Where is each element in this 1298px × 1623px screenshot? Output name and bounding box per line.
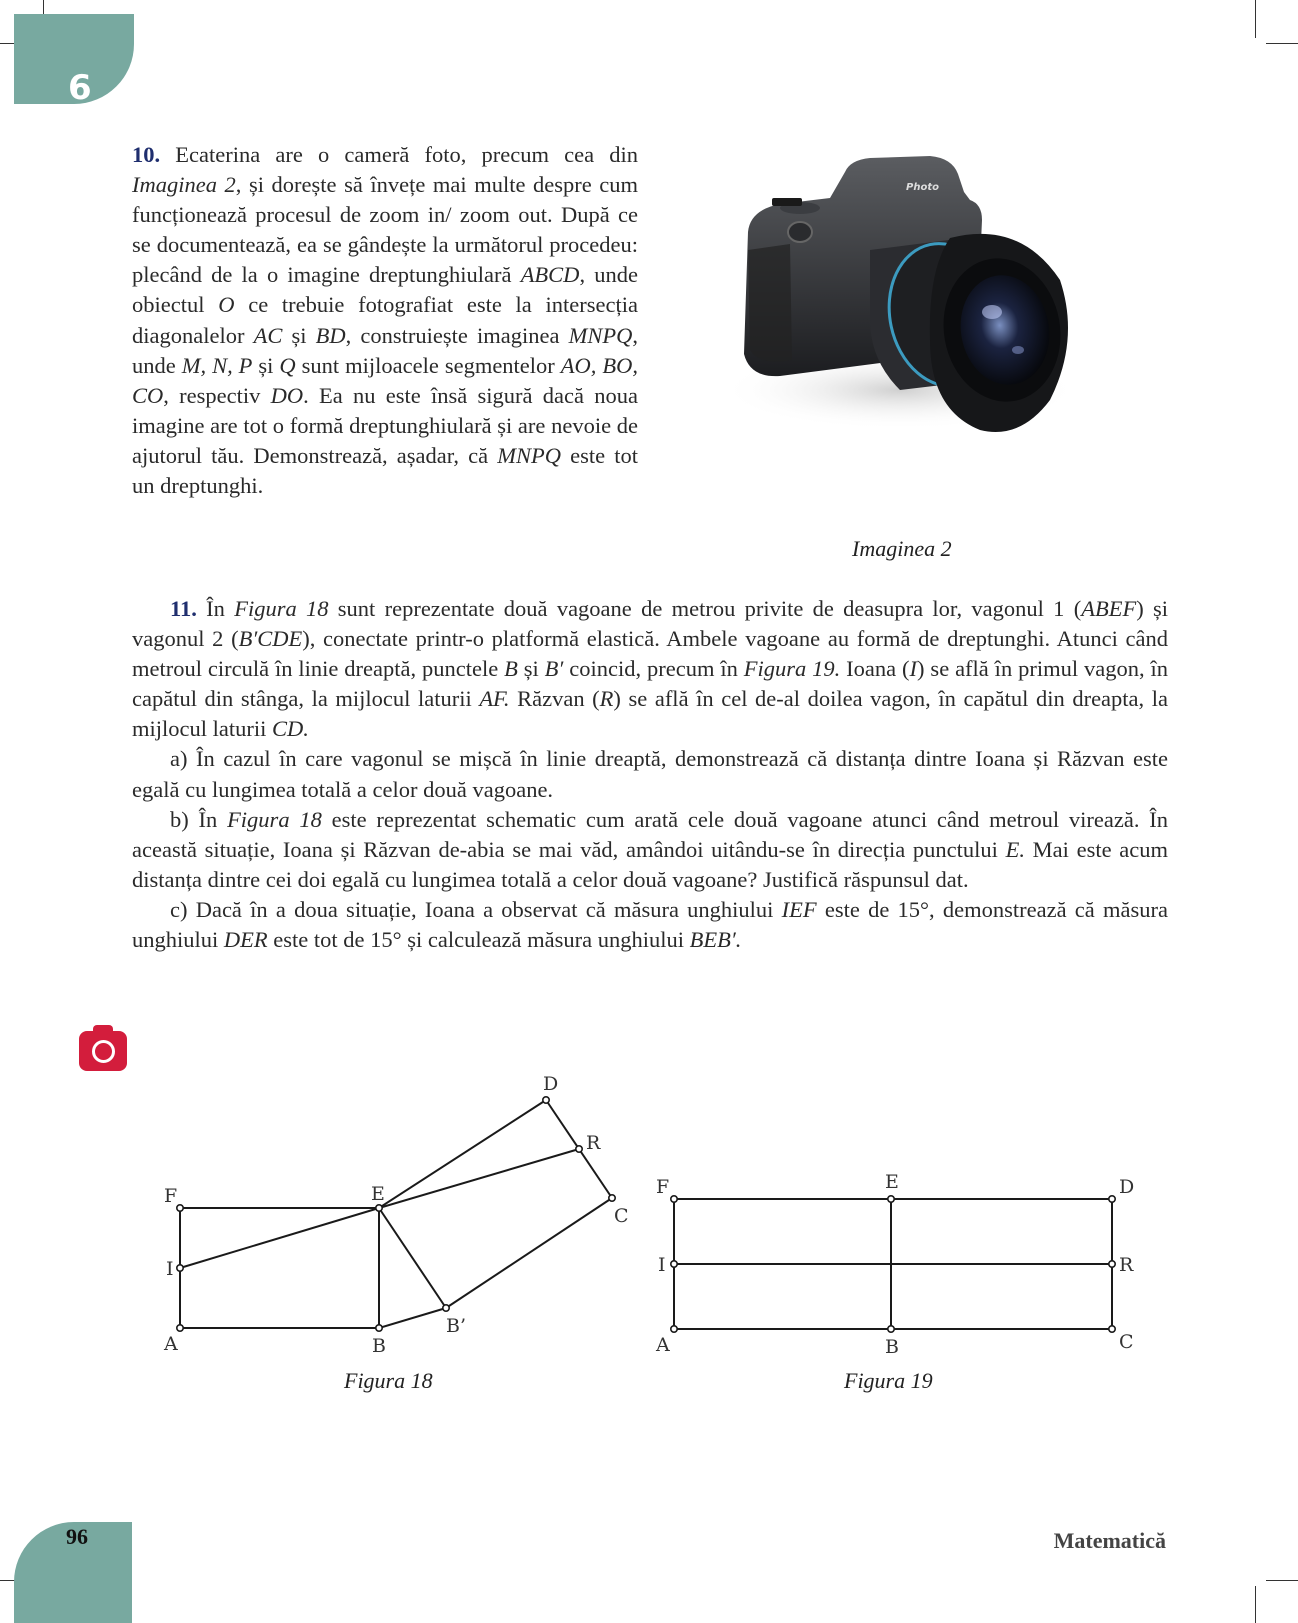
crop-mark xyxy=(1266,43,1298,44)
point-B xyxy=(376,1325,382,1331)
figure-19-caption: Figura 19 xyxy=(844,1368,933,1393)
camera-brand: Photo xyxy=(906,182,939,193)
label-E: E xyxy=(885,1171,899,1193)
camera-caption: Imaginea 2 xyxy=(852,536,952,561)
point-C xyxy=(609,1195,615,1201)
segment-IE xyxy=(180,1208,379,1268)
label-Bp: B’ xyxy=(446,1315,467,1337)
point-A xyxy=(177,1325,183,1331)
crop-mark xyxy=(1266,1580,1298,1581)
segment-CBp xyxy=(446,1198,612,1308)
problem-11-intro: 11. În Figura 18 sunt reprezentate două vagoane de metrou privite de deasupra lor, vagonul 1 (ABEF) și vagonul 2 (B′CDE), conectate printr-o platformă elastică. Ambele vagoane au formă de dreptunghi. Atunci când metroul circulă în linie dreaptă, punctele B și B′ coincid, precum în Figura 19. Ioana (I) se află în primul vagon, în capătul din stânga, la mijlocul laturii AF. Răzvan (R) se află în cel de-al doilea vagon, în capătul din dreapta, la mijlocul laturii CD. xyxy=(132,596,1168,742)
label-A: A xyxy=(164,1333,178,1355)
point-F xyxy=(671,1196,677,1202)
segment-BpB xyxy=(379,1308,446,1328)
point-I xyxy=(177,1265,183,1271)
problem-number: 11. xyxy=(170,596,197,621)
label-D: D xyxy=(543,1073,559,1095)
figure-18-caption: Figura 18 xyxy=(344,1368,433,1393)
label-F: F xyxy=(656,1176,670,1198)
point-E xyxy=(376,1205,382,1211)
point-R xyxy=(576,1146,582,1152)
problem-11-part-a: a) În cazul în care vagonul se mișcă în linie dreaptă, demonstrează că distanța dintre Ioana și Răzvan este egală cu lungimea totală a celor două vagoane. xyxy=(132,746,1168,802)
point-A xyxy=(671,1326,677,1332)
subject-label: Matematică xyxy=(1053,1528,1166,1553)
point-I xyxy=(671,1261,677,1267)
point-Bp xyxy=(443,1305,449,1311)
problem-10-text: 10. Ecaterina are o cameră foto, precum cea din Imaginea 2, și dorește să învețe mai multe despre cum funcționează procesul de zoom in/ zoom out. După ce se documentează, ea se gândește la următorul procedeu: plecând de la o imagine dreptunghiulară ABCD, unde obiectul O ce trebuie fotografiat este la intersecția diagonalelor AC și BD, construiește imaginea MNPQ, unde M, N, P și Q sunt mijloacele segmentelor AO, BO, CO, respectiv DO. Ea nu este însă sigură dacă noua imagine are tot o formă dreptunghiulară și are nevoie de ajutorul tău. Demonstrează, așadar, că MNPQ este tot un dreptunghi. xyxy=(132,142,639,499)
problem-11-text xyxy=(132,594,1168,955)
label-A: A xyxy=(656,1334,670,1356)
point-C xyxy=(1109,1326,1115,1332)
chapter-number: 6 xyxy=(68,68,92,108)
segment-ER xyxy=(379,1149,579,1208)
point-D xyxy=(1109,1196,1115,1202)
label-R: R xyxy=(1119,1254,1134,1276)
problem-number: 10. xyxy=(132,142,161,167)
camera-image xyxy=(720,140,1120,480)
crop-mark xyxy=(1255,0,1256,38)
label-C: C xyxy=(614,1205,629,1227)
label-F: F xyxy=(164,1185,178,1207)
problem-11-part-b: b) În Figura 18 este reprezentat schematic cum arată cele două vagoane atunci când metroul virează. În această situație, Ioana și Răzvan de-abia se mai văd, amândoi uitându-se în direcția punctului E. Mai este acum distanța dintre cei doi egală cu lungimea totală a celor două vagoane? Justifică răspunsul dat. xyxy=(132,806,1169,892)
camera-lens-icon xyxy=(92,1040,115,1063)
label-I: I xyxy=(166,1258,174,1280)
page-number: 96 xyxy=(66,1524,88,1549)
point-F xyxy=(177,1205,183,1211)
label-E: E xyxy=(371,1183,385,1205)
figure-18 xyxy=(150,1060,640,1360)
camera-photo-icon xyxy=(720,140,1120,480)
point-B xyxy=(888,1326,894,1332)
label-R: R xyxy=(586,1132,601,1154)
segment-BpE xyxy=(379,1208,446,1308)
label-I: I xyxy=(658,1254,666,1276)
point-E xyxy=(888,1196,894,1202)
figure-19 xyxy=(650,1160,1140,1360)
segment-ED xyxy=(379,1100,546,1208)
label-C: C xyxy=(1119,1331,1134,1353)
label-B: B xyxy=(885,1336,899,1358)
camera-icon xyxy=(79,1031,127,1071)
point-D xyxy=(543,1097,549,1103)
label-B: B xyxy=(372,1335,386,1357)
point-R xyxy=(1109,1261,1115,1267)
label-D: D xyxy=(1119,1176,1135,1198)
crop-mark xyxy=(1255,1586,1256,1623)
problem-11-part-c: c) Dacă în a doua situație, Ioana a observat că măsura unghiului IEF este de 15°, demonstrează că măsura unghiului DER este tot de 15° și calculează măsura unghiului BEB′. xyxy=(132,896,1168,953)
